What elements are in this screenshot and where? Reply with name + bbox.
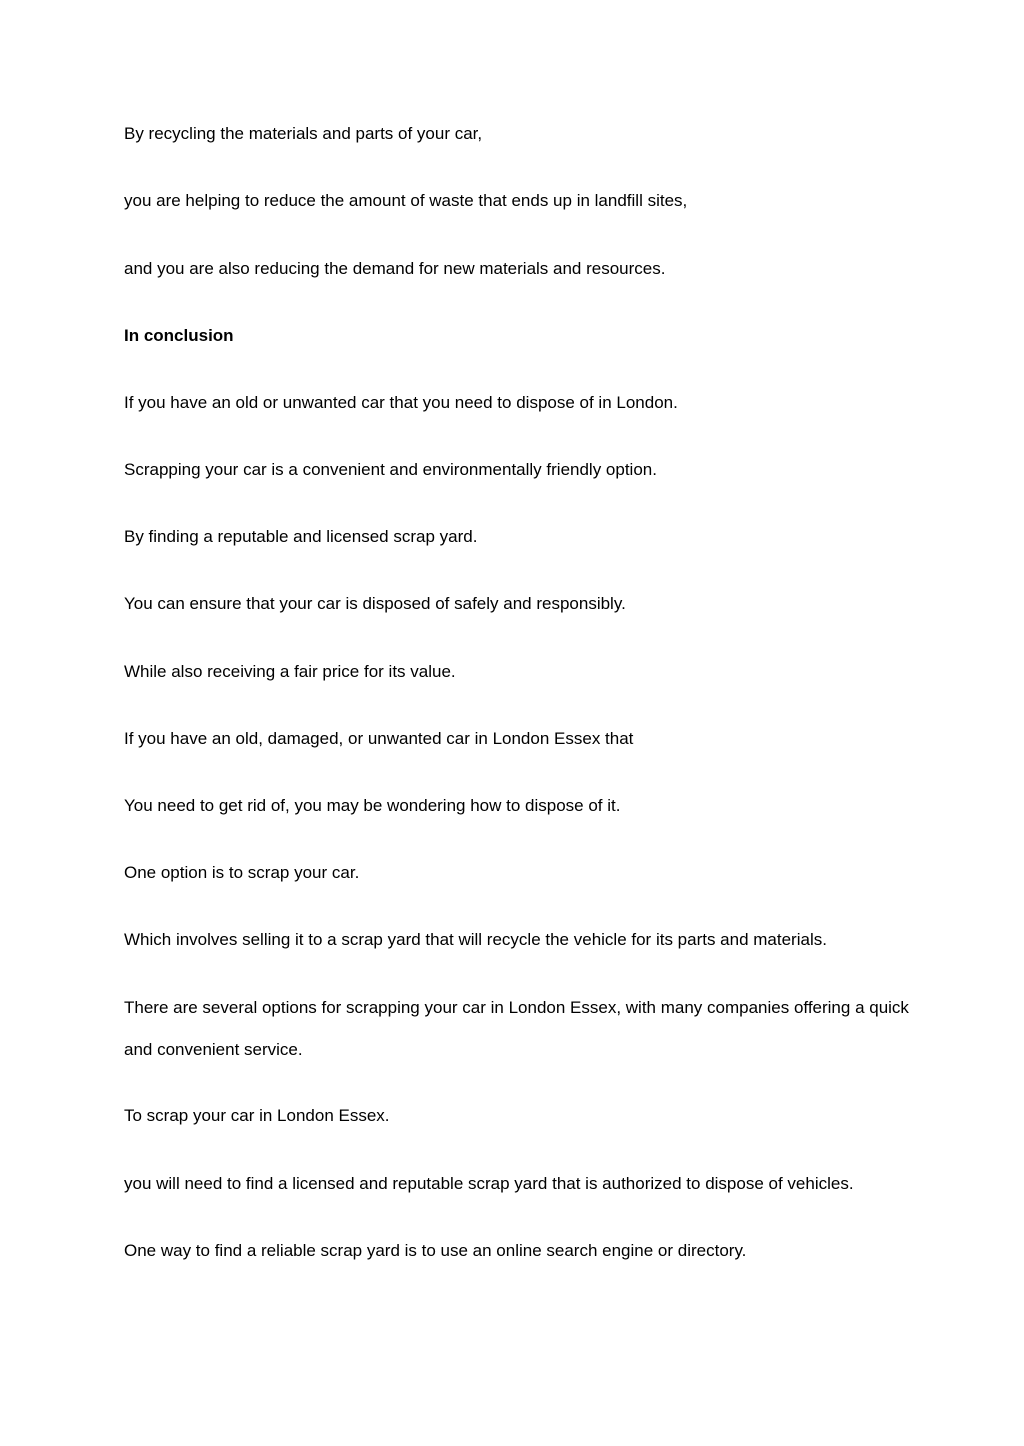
paragraph: Which involves selling it to a scrap yard that will recycle the vehicle for its parts and materials.	[124, 930, 827, 949]
paragraph: If you have an old, damaged, or unwanted car in London Essex that	[124, 729, 634, 748]
section-heading: In conclusion	[124, 326, 234, 345]
paragraph: and you are also reducing the demand for new materials and resources.	[124, 259, 666, 278]
paragraph: you are helping to reduce the amount of waste that ends up in landfill sites,	[124, 191, 688, 210]
paragraph: you will need to find a licensed and reputable scrap yard that is authorized to dispose of vehicles.	[124, 1174, 854, 1193]
paragraph: To scrap your car in London Essex.	[124, 1106, 390, 1125]
paragraph: Scrapping your car is a convenient and environmentally friendly option.	[124, 460, 657, 479]
paragraph: You need to get rid of, you may be wondering how to dispose of it.	[124, 796, 621, 815]
paragraph: There are several options for scrapping your car in London Essex, with many companies offering a quick and convenient service.	[124, 998, 909, 1059]
paragraph: By finding a reputable and licensed scrap yard.	[124, 527, 478, 546]
paragraph: If you have an old or unwanted car that you need to dispose of in London.	[124, 393, 678, 412]
paragraph: One option is to scrap your car.	[124, 863, 360, 882]
paragraph: By recycling the materials and parts of your car,	[124, 124, 483, 143]
paragraph: One way to find a reliable scrap yard is to use an online search engine or directory.	[124, 1241, 747, 1260]
paragraph: You can ensure that your car is disposed of safely and responsibly.	[124, 594, 626, 613]
paragraph: While also receiving a fair price for its value.	[124, 662, 456, 681]
